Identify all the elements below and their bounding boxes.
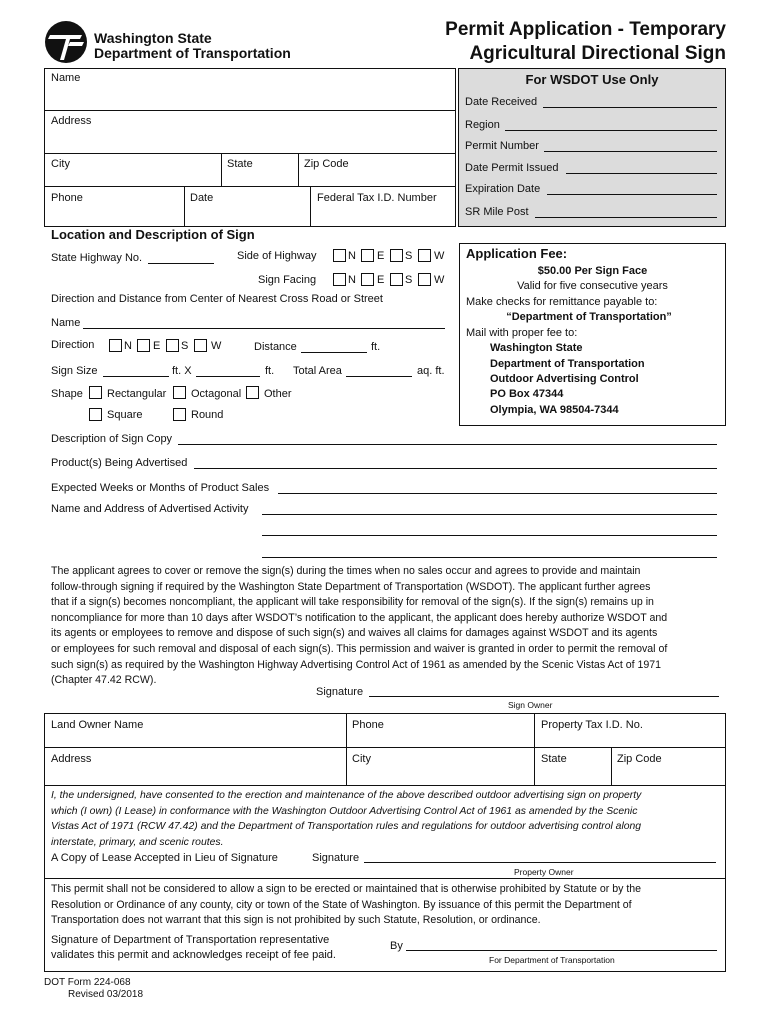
side-of-highway-label: Side of Highway	[237, 250, 317, 262]
date-received-input[interactable]	[543, 107, 717, 108]
applicant-state-field[interactable]: State	[227, 158, 253, 170]
sign-owner-caption: Sign Owner	[508, 700, 553, 710]
direction-label: Direction	[51, 339, 95, 351]
shape-square-label: Square	[107, 409, 143, 421]
expiration-input[interactable]	[547, 194, 717, 195]
sr-mile-input[interactable]	[535, 217, 717, 218]
applicant-address-field[interactable]: Address	[51, 115, 92, 127]
applicant-tax-id-field[interactable]: Federal Tax I.D. Number	[317, 192, 437, 204]
fee-addr5: Olympia, WA 98504-7344	[490, 404, 619, 416]
form-number: DOT Form 224-068	[44, 977, 131, 988]
distance-label: Distance	[254, 341, 297, 353]
shape-square-checkbox[interactable]	[89, 408, 102, 421]
side-s-checkbox[interactable]	[390, 249, 403, 262]
fee-addr3: Outdoor Advertising Control	[490, 373, 639, 385]
applicant-date-field[interactable]: Date	[190, 192, 214, 204]
crossroad-name-input[interactable]	[83, 328, 445, 329]
for-department-caption: For Department of Transportation	[489, 955, 615, 965]
region-label: Region	[465, 119, 500, 131]
fee-title: Application Fee:	[466, 246, 568, 261]
shape-label: Shape	[51, 388, 83, 400]
property-owner-caption: Property Owner	[514, 867, 574, 877]
dir-e-checkbox[interactable]	[137, 339, 150, 352]
fee-payee: “Department of Transportation”	[506, 311, 672, 323]
date-issued-label: Date Permit Issued	[465, 162, 559, 174]
fee-valid: Valid for five consecutive years	[517, 280, 668, 292]
distance-input[interactable]	[301, 352, 367, 353]
property-owner-signature-label: Signature	[312, 852, 360, 864]
sign-copy-input[interactable]	[178, 444, 717, 445]
state-highway-input[interactable]	[148, 263, 214, 264]
form-title-line1: Permit Application - Temporary	[445, 19, 726, 40]
dot-signature-label-1: Signature of Department of Transportation representative	[51, 934, 330, 946]
shape-rectangular-checkbox[interactable]	[89, 386, 102, 399]
by-label: By	[390, 940, 403, 952]
landowner-tax-id-field[interactable]: Property Tax I.D. No.	[541, 719, 643, 731]
direction-distance-label: Direction and Distance from Center of Nearest Cross Road or Street	[51, 293, 383, 305]
facing-e-checkbox[interactable]	[361, 273, 374, 286]
landowner-city-field[interactable]: City	[352, 753, 371, 765]
applicant-name-field[interactable]: Name	[51, 72, 81, 84]
facing-w-checkbox[interactable]	[418, 273, 431, 286]
fee-mail: Mail with proper fee to:	[466, 327, 578, 339]
activity-input-3[interactable]	[262, 557, 717, 558]
side-n-checkbox[interactable]	[333, 249, 346, 262]
region-input[interactable]	[505, 130, 717, 131]
agreement-text: The applicant agrees to cover or remove the sign(s) during the times when no sales occur and agrees to provide and maintain follow-through signing if required by the Washington State Department of Transportation (WSDOT). The applicant further agrees that if a sign(s) becomes noncompliant, the applicant will take responsibility for removal of the sign(s). If the sign(s) remains up in noncompliance for more than 10 days after WSDOT’s notification to the applicant, the applicant does hereby authorize WSDOT and its agents or employees to remove and dispose of such sign(s) and waives all claims for damages against WSDOT and its agents or employees for such removal and disposal of each sign(s). This permission and waiver is granted in order to permit the removal of such sign(s) as required by the Washington Highway Advertising Control Act of 1961 as amended by the Scenic Vistas Act of 1971 (Chapter 47.42 RCW).	[51, 565, 668, 687]
dir-n-checkbox[interactable]	[109, 339, 122, 352]
applicant-phone-field[interactable]: Phone	[51, 192, 83, 204]
distance-ft-label: ft.	[371, 341, 381, 353]
form-revised: Revised 03/2018	[68, 989, 144, 1000]
facing-e-label: E	[377, 274, 385, 286]
dot-signature-input[interactable]	[406, 950, 717, 951]
expiration-label: Expiration Date	[465, 183, 541, 195]
products-label: Product(s) Being Advertised	[51, 457, 188, 469]
facing-w-label: W	[434, 274, 445, 286]
sr-mile-label: SR Mile Post	[465, 206, 529, 218]
sign-size-label: Sign Size	[51, 365, 98, 377]
fee-checks: Make checks for remittance payable to:	[466, 296, 658, 308]
side-w-label: W	[434, 250, 445, 262]
fee-addr4: PO Box 47344	[490, 388, 564, 400]
sign-facing-label: Sign Facing	[258, 274, 317, 286]
dot-signature-label-2: validates this permit and acknowledges receipt of fee paid.	[51, 949, 336, 961]
shape-round-label: Round	[191, 409, 224, 421]
landowner-zip-field[interactable]: Zip Code	[617, 753, 662, 765]
date-issued-input[interactable]	[566, 173, 717, 174]
landowner-state-field[interactable]: State	[541, 753, 567, 765]
dir-n-label: N	[124, 340, 132, 352]
sign-size-width-input[interactable]	[103, 376, 169, 377]
side-n-label: N	[348, 250, 356, 262]
fee-amount: $50.00 Per Sign Face	[537, 265, 648, 277]
wsdot-use-title: For WSDOT Use Only	[525, 72, 659, 87]
dir-e-label: E	[153, 340, 161, 352]
side-w-checkbox[interactable]	[418, 249, 431, 262]
state-highway-label: State Highway No.	[51, 252, 143, 264]
applicant-zip-field[interactable]: Zip Code	[304, 158, 349, 170]
products-input[interactable]	[194, 468, 717, 469]
sign-copy-label: Description of Sign Copy	[51, 433, 173, 445]
dir-w-checkbox[interactable]	[194, 339, 207, 352]
location-heading: Location and Description of Sign	[51, 227, 255, 242]
shape-octagonal-checkbox[interactable]	[173, 386, 186, 399]
dir-s-label: S	[181, 340, 189, 352]
shape-rectangular-label: Rectangular	[107, 388, 167, 400]
landowner-phone-field[interactable]: Phone	[352, 719, 384, 731]
permit-number-input[interactable]	[544, 151, 717, 152]
fee-addr1: Washington State	[490, 342, 583, 354]
sign-owner-signature-label: Signature	[316, 686, 364, 698]
shape-octagonal-label: Octagonal	[191, 388, 242, 400]
applicant-city-field[interactable]: City	[51, 158, 70, 170]
org-name-line2: Department of Transportation	[94, 45, 291, 61]
permit-number-label: Permit Number	[465, 140, 539, 152]
property-owner-signature-input[interactable]	[364, 862, 716, 863]
wsdot-logo-icon	[44, 20, 88, 64]
fee-addr2: Department of Transportation	[490, 358, 645, 370]
ft-x-label: ft. X	[172, 365, 192, 377]
facing-n-checkbox[interactable]	[333, 273, 346, 286]
lease-copy-label: A Copy of Lease Accepted in Lieu of Signature	[51, 852, 278, 864]
weeks-input[interactable]	[278, 493, 717, 494]
landowner-name-field[interactable]: Land Owner Name	[51, 719, 144, 731]
shape-other-checkbox[interactable]	[246, 386, 259, 399]
shape-round-checkbox[interactable]	[173, 408, 186, 421]
side-e-label: E	[377, 250, 385, 262]
dir-w-label: W	[211, 340, 222, 352]
org-name-line1: Washington State	[94, 30, 212, 46]
side-s-label: S	[405, 250, 413, 262]
activity-label: Name and Address of Advertised Activity	[51, 503, 249, 515]
shape-other-label: Other	[264, 388, 292, 400]
consent-text: I, the undersigned, have consented to the erection and maintenance of the above described outdoor advertising sign on property which (I own) (I Lease) in conformance with the Washington Outdoor Advertising Control Act of 1961 as amended by the Scenic Vistas Act of 1971 (RCW 47.42) and the Department of Transportation rules and regulations for outdoor advertising control along interstate, primary, and scenic routes.	[51, 790, 642, 848]
total-area-input[interactable]	[346, 376, 412, 377]
sign-size-height-input[interactable]	[196, 376, 260, 377]
crossroad-name-label: Name	[51, 317, 81, 329]
activity-input-1[interactable]	[262, 514, 717, 515]
form-title-line2: Agricultural Directional Sign	[469, 43, 726, 64]
date-received-label: Date Received	[465, 96, 538, 108]
notice-text: This permit shall not be considered to allow a sign to be erected or maintained that is otherwise prohibited by Statute or by the Resolution or Ordinance of any county, city or town of the State of Washington. By issuance of this permit the Department of Transportation does not warrant that this sign is not prohibited by such Statute, Resolution, or ordinance.	[51, 883, 642, 927]
dir-s-checkbox[interactable]	[166, 339, 179, 352]
landowner-address-field[interactable]: Address	[51, 753, 92, 765]
weeks-label: Expected Weeks or Months of Product Sales	[51, 482, 270, 494]
side-e-checkbox[interactable]	[361, 249, 374, 262]
total-area-label: Total Area	[293, 365, 342, 377]
size-ft-label: ft.	[265, 365, 275, 377]
sign-owner-signature-input[interactable]	[369, 696, 719, 697]
facing-n-label: N	[348, 274, 356, 286]
facing-s-checkbox[interactable]	[390, 273, 403, 286]
facing-s-label: S	[405, 274, 413, 286]
activity-input-2[interactable]	[262, 535, 717, 536]
sq-ft-label: aq. ft.	[417, 365, 445, 377]
